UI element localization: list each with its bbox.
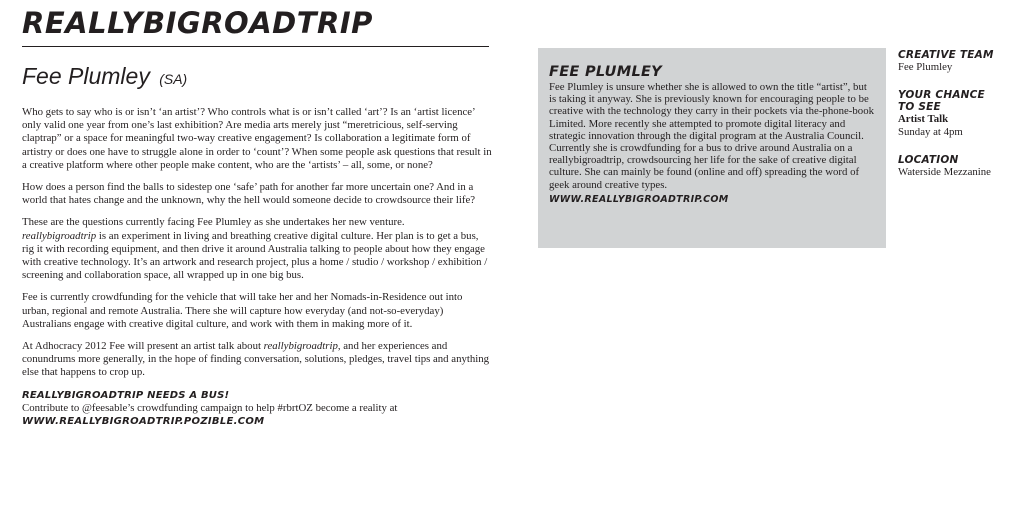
main-article bbox=[22, 106, 492, 429]
chance-to-see-block bbox=[898, 89, 1018, 139]
bio-text: Fee Plumley is unsure whether she is allowed to own the title “artist”, but is taking it anyway. She is previously known for encouraging people to be creative with the technology they carry in their pockets via the-phone-book Limited. More recently she attempted to promote digital literacy and strategic innovation through the digital program at the Australia Council. Currently she is crowdfunding for a bus to drive around Australia on a reallybigroadtrip, crowdsourcing her life for the sake of creative digital culture. She can mainly be found (online and off) spreading the word of geek around creative types. bbox=[549, 81, 874, 191]
title-divider bbox=[22, 46, 489, 47]
location-block bbox=[898, 154, 1018, 179]
creative-team-label: CREATIVE TEAM bbox=[898, 49, 994, 61]
page-title: REALLYBIGROADTRIP bbox=[22, 6, 373, 40]
paragraph-3 bbox=[22, 216, 492, 282]
artist-heading bbox=[22, 63, 187, 90]
info-sidebar bbox=[898, 49, 1018, 194]
paragraph-4: Fee is currently crowdfunding for the vehicle that will take her and her Nomads-in-Residence out into urban, regional and remote Australia. There she will capture how everyday (and not-so-everyday) Australians engage with creative digital culture, and work with them in making more of it. bbox=[22, 291, 463, 330]
chance-label-line-1: YOUR CHANCE bbox=[898, 89, 985, 101]
event-type: Artist Talk bbox=[898, 113, 949, 125]
event-time: Sunday at 4pm bbox=[898, 126, 963, 138]
chance-label-line-2: TO SEE bbox=[898, 101, 941, 113]
project-name: reallybigroadtrip bbox=[22, 229, 97, 242]
paragraph-1: Who gets to say who is or isn’t ‘an artist’? Who controls what is or isn’t called ‘art’? Is an ‘artist licence’ only valid one year from one’s last exhibition? Are media arts merely just “meretricious, self-serving claptrap” or a space for meaningful two-way creative engagement? Is collaboration a legitimate form of artistry or does one have to struggle alone in order to ‘count’? When some people ask questions that result in a creative platform where other people make content, who are the ‘artists’ – all, some, or none? bbox=[22, 106, 492, 171]
project-name-2: reallybigroadtrip bbox=[263, 340, 338, 353]
paragraph-5-pre: At Adhocracy 2012 Fee will present an artist talk about bbox=[22, 340, 264, 353]
website-link[interactable]: WWW.REALLYBIGROADTRIP.COM bbox=[549, 193, 729, 205]
location-label: LOCATION bbox=[898, 154, 959, 166]
artist-name: Fee Plumley bbox=[22, 63, 150, 89]
paragraph-5 bbox=[22, 340, 492, 380]
creative-team-block bbox=[898, 49, 1018, 74]
cta-text: Contribute to @feesable’s crowdfunding campaign to help #rbrtOZ become a reality at bbox=[22, 401, 398, 414]
bio-box bbox=[538, 48, 886, 248]
creative-team-value: Fee Plumley bbox=[898, 61, 953, 73]
paragraph-3-intro: These are the questions currently facing Fee Plumley as she undertakes her new venture. bbox=[22, 216, 405, 229]
artist-region: (SA) bbox=[159, 71, 188, 87]
cta-heading: REALLYBIGROADTRIP NEEDS A BUS! bbox=[22, 389, 230, 401]
pozible-link[interactable]: WWW.REALLYBIGROADTRIP.POZIBLE.COM bbox=[22, 415, 265, 427]
paragraph-2: How does a person find the balls to sidestep one ‘safe’ path for another far more uncertain one? And in a world that hates change and the unknown, why the hell would someone decide to crowdsource their life? bbox=[22, 181, 476, 207]
bio-name: FEE PLUMLEY bbox=[549, 64, 662, 80]
paragraph-3-rest: is an experiment in living and breathing creative digital culture. Her plan is to get a bus, rig it with recording equipment, and then drive it around Australia talking to people about how they engage with creative technology. It’s an artwork and research project, plus a home / studio / workshop / exhibition / screening and collaboration space, all wrapped up in one big bus. bbox=[22, 229, 488, 282]
paragraph-5-post: , and her experiences and conundrums more generally, in the hope of finding conversation, solutions, pledges, travel tips and anything else that happens to crop up. bbox=[22, 340, 490, 379]
location-value: Waterside Mezzanine bbox=[898, 166, 991, 178]
